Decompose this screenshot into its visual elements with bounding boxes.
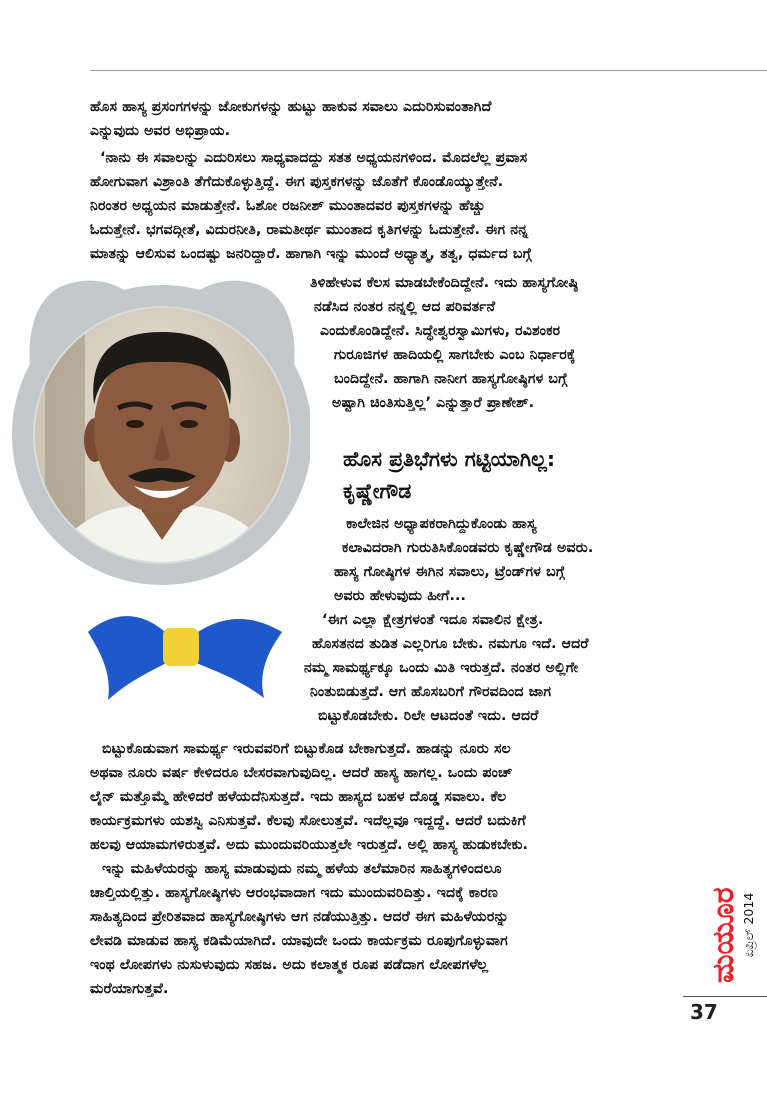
bow-tie-knot <box>163 628 199 666</box>
text-line: ಅವರು ಹೇಳುವುದು ಹೀಗೆ... <box>334 588 466 604</box>
bow-tie-left <box>88 616 168 700</box>
paragraph-closing <box>90 737 690 1001</box>
text-line: ನಿರಂತರ ಅಧ್ಯಯನ ಮಾಡುತ್ತೇನೆ. ಓಶೋ ರಜನೀಶ್ ಮುಂತಾದವರ ಪುಸ್ತಕಗಳನ್ನು ಹೆಚ್ಚು <box>90 198 486 214</box>
top-rule <box>90 70 767 71</box>
text-line: ಎನ್ನುವುದು ಅವರ ಅಭಿಪ್ರಾಯ. <box>90 123 231 139</box>
text-line: ಲೇವಡಿ ಮಾಡುವ ಹಾಸ್ಯ ಕಡಿಮೆಯಾಗಿದೆ. ಯಾವುದೇ ಒಂದು ಕಾರ್ಯಕ್ರಮ ರೂಪುಗೊಳ್ಳುವಾಗ <box>90 933 508 949</box>
text-line: ಮಾತನ್ನು ಆಲಿಸುವ ಒಂದಷ್ಟು ಜನರಿದ್ದಾರೆ. ಹಾಗಾಗಿ ಇನ್ನು ಮುಂದೆ ಅಧ್ಯಾತ್ಮ, ತತ್ವ, ಧರ್ಮದ ಬಗ್ಗೆ <box>90 246 532 262</box>
portrait-illustration <box>0 240 310 710</box>
text-line: ‘ನಾನು ಈ ಸವಾಲನ್ನು ಎದುರಿಸಲು ಸಾಧ್ಯವಾದದ್ದು ಸತತ ಅಧ್ಯಯನಗಳಿಂದ. ಮೊದಲೆಲ್ಲ ಪ್ರವಾಸ <box>100 150 528 166</box>
text-line: ಕಾಲೇಜಿನ ಅಧ್ಯಾಪಕರಾಗಿದ್ದುಕೊಂಡು ಹಾಸ್ಯ <box>346 516 537 532</box>
text-line: ಮರೆಯಾಗುತ್ತವೆ. <box>90 981 169 997</box>
paragraph-intro <box>90 95 690 143</box>
text-line: ಓದುತ್ತೇನೆ. ಭಗವದ್ಗೀತೆ, ವಿದುರನೀತಿ, ರಾಮತೀರ್ಥ ಮುಂತಾದ ಕೃತಿಗಳನ್ನು ಓದುತ್ತೇನೆ. ಈಗ ನನ್ನ <box>90 222 529 238</box>
issue-date-text: ಏಪ್ರಿಲ್ 2014 <box>741 892 756 958</box>
magazine-name: ಮಯೂರ <box>706 887 741 983</box>
text-line: ತಿಳಿಹೇಳುವ ಕೆಲಸ ಮಾಡಬೇಕೆಂದಿದ್ದೇನೆ. ಇದು ಹಾಸ್ಯಗೋಷ್ಠಿ <box>310 275 579 291</box>
text-line: ಬಿಟ್ಟುಕೊಡಬೇಕು. ರಿಲೇ ಆಟದಂತೆ ಇದು. ಆದರೆ <box>318 708 539 724</box>
text-line: ಚಾಲ್ತಿಯಲ್ಲಿತ್ತು. ಹಾಸ್ಯಗೋಷ್ಠಿಗಳು ಆರಂಭವಾದಾಗ ಇದು ಮುಂದುವರಿದಿತ್ತು. ಇದಕ್ಕೆ ಕಾರಣ <box>90 885 498 901</box>
issue-date <box>736 855 762 995</box>
text-line: ಹೋಗುವಾಗ ವಿಶ್ರಾಂತಿ ತೆಗೆದುಕೊಳ್ಳುತ್ತಿದ್ದೆ. ಈಗ ಪುಸ್ತಕಗಳನ್ನು ಜೊತೆಗೆ ಕೊಂಡೊಯ್ಯುತ್ತೇನೆ. <box>90 174 504 190</box>
bow-tie-right <box>194 619 282 698</box>
text-line: ಹಲವು ಆಯಾಮಗಳಿರುತ್ತವೆ. ಅದು ಮುಂದುವರಿಯುತ್ತಲೇ ಇರುತ್ತದೆ. ಅಲ್ಲಿ ಹಾಸ್ಯ ಹುಡುಕಬೇಕು. <box>90 837 529 853</box>
text-line: ಎಂದುಕೊಂಡಿದ್ದೇನೆ. ಸಿದ್ಧೇಶ್ವರಸ್ವಾಮಿಗಳು, ರವಿಶಂಕರ <box>320 323 561 339</box>
text-line: ಅಥವಾ ನೂರು ವರ್ಷ ಕೇಳಿದರೂ ಬೇಸರವಾಗುವುದಿಲ್ಲ. ಆದರೆ ಹಾಸ್ಯ ಹಾಗಲ್ಲ. ಒಂದು ಪಂಚ್ <box>90 765 513 781</box>
text-line: ಲೈನ್ ಮತ್ತೊಮ್ಮೆ ಹೇಳಿದರೆ ಹಳೆಯದೆನಿಸುತ್ತದೆ. ಇದು ಹಾಸ್ಯದ ಬಹಳ ದೊಡ್ಡ ಸವಾಲು. ಕೆಲ <box>90 789 507 805</box>
section-heading <box>343 443 643 507</box>
text-line: ‘ಈಗ ಎಲ್ಲಾ ಕ್ಷೇತ್ರಗಳಂತೆ ಇದೂ ಸವಾಲಿನ ಕ್ಷೇತ್ರ. <box>322 612 544 628</box>
heading-line: ಹೊಸ ಪ್ರತಿಭೆಗಳು ಗಟ್ಟಿಯಾಗಿಲ್ಲ: <box>343 447 556 471</box>
text-line: ಬಿಟ್ಟುಕೊಡುವಾಗ ಸಾಮರ್ಥ್ಯ ಇರುವವರಿಗೆ ಬಿಟ್ಟುಕೊಡ ಬೇಕಾಗುತ್ತದೆ. ಹಾಡನ್ನು ನೂರು ಸಲ <box>102 741 511 757</box>
text-line: ಹೊಸತನದ ತುಡಿತ ಎಲ್ಲರಿಗೂ ಬೇಕು. ನಮಗೂ ಇದೆ. ಆದರೆ <box>312 636 589 652</box>
text-line: ಇಂಥ ಲೋಪಗಳು ನುಸುಳುವುದು ಸಹಜ. ಅದು ಕಲಾತ್ಮಕ ರೂಪ ಪಡೆದಾಗ ಲೋಪಗಳೆಲ್ಲ <box>90 957 489 973</box>
text-line: ಬಂದಿದ್ದೇನೆ. ಹಾಗಾಗಿ ನಾನೀಗ ಹಾಸ್ಯಗೋಷ್ಠಿಗಳ ಬಗ್ಗೆ <box>334 371 568 387</box>
text-line: ಕಾರ್ಯಕ್ರಮಗಳು ಯಶಸ್ವಿ ಎನಿಸುತ್ತವೆ. ಕೆಲವು ಸೋಲುತ್ತವೆ. ಇದೆಲ್ಲವೂ ಇದ್ದದ್ದೆ. ಆದರೆ ಬದುಕಿಗೆ <box>90 813 526 829</box>
paragraph-quote-pranesh-continued <box>310 271 690 415</box>
text-line: ಗುರೂಜಿಗಳ ಹಾದಿಯಲ್ಲಿ ಸಾಗಬೇಕು ಎಂಬ ನಿರ್ಧಾರಕ್ಕೆ <box>334 347 576 363</box>
text-line: ಅಷ್ಟಾಗಿ ಚಿಂತಿಸುತ್ತಿಲ್ಲ’ ಎನ್ನುತ್ತಾರೆ ಪ್ರಾಣೇಶ್. <box>332 395 535 411</box>
text-line: ಸಾಹಿತ್ಯದಿಂದ ಪ್ರೇರಿತವಾದ ಹಾಸ್ಯಗೋಷ್ಠಿಗಳು ಆಗ ನಡೆಯುತ್ತಿತ್ತು. ಆದರೆ ಈಗ ಮಹಿಳೆಯರನ್ನು <box>90 909 509 925</box>
paragraph-krishnegowda <box>298 512 698 728</box>
text-line: ಹೊಸ ಹಾಸ್ಯ ಪ್ರಸಂಗಗಳನ್ನು ಜೋಕುಗಳನ್ನು ಹುಟ್ಟು ಹಾಕುವ ಸವಾಲು ಎದುರಿಸುವಂತಾಗಿದೆ <box>90 99 492 115</box>
text-line: ನಮ್ಮ ಸಾಮರ್ಥ್ಯಕ್ಕೂ ಒಂದು ಮಿತಿ ಇರುತ್ತದೆ. ನಂತರ ಅಲ್ಲಿಗೇ <box>304 660 579 676</box>
text-line: ಹಾಸ್ಯ ಗೋಷ್ಠಿಗಳ ಈಗಿನ ಸವಾಲು, ಟ್ರೆಂಡ್‌ಗಳ ಬಗ್ಗೆ <box>334 564 565 580</box>
text-line: ನಡೆಸಿದ ನಂತರ ನನ್ನಲ್ಲಿ ಆದ ಪರಿವರ್ತನೆ <box>314 299 496 315</box>
footer-rule <box>683 996 767 997</box>
page-number: 37 <box>690 1000 718 1024</box>
text-line: ಕಲಾವಿದರಾಗಿ ಗುರುತಿಸಿಕೊಂಡವರು ಕೃಷ್ಣೇಗೌಡ ಅವರು. <box>342 540 594 556</box>
text-line: ನಿಂತುಬಿಡುತ್ತದೆ. ಆಗ ಹೊಸಬರಿಗೆ ಗೌರವದಿಂದ ಜಾಗ <box>310 684 552 700</box>
text-line: ಇನ್ನು ಮಹಿಳೆಯರನ್ನು ಹಾಸ್ಯ ಮಾಡುವುದು ನಮ್ಮ ಹಳೆಯ ತಲೆಮಾರಿನ ಸಾಹಿತ್ಯಗಳಿಂದಲೂ <box>102 861 502 877</box>
heading-line: ಕೃಷ್ಣೇಗೌಡ <box>343 479 412 503</box>
